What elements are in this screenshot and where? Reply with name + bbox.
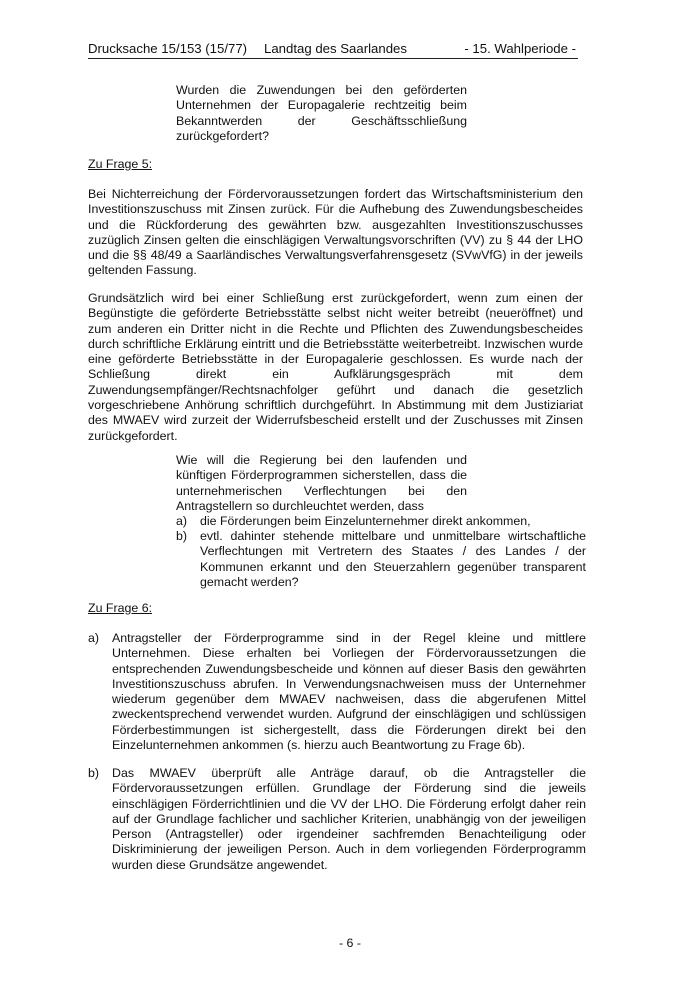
list-marker: b): [176, 529, 188, 543]
answer-6-item-b: [88, 766, 586, 874]
document-number: Drucksache 15/153 (15/77): [88, 41, 248, 56]
answer-6-item-a: [88, 631, 586, 755]
parliament-name: Landtag des Saarlandes: [264, 41, 407, 56]
question-6-item-a: [176, 514, 586, 530]
question-6-item-b: [176, 529, 586, 591]
list-marker: b): [88, 766, 100, 780]
answer-5-paragraph: Bei Nichterreichung der Fördervoraussetzungen fordert das Wirtschaftsministerium den Investitionszuschuss mit Zinsen zurück. Für die Aufhebung des Zuwendungsbescheides und die Rückforderung des gewährten bzw. ausgezahlten Investitionszuschusses zuzüglich Zinsen gelten die einschlägigen Verwaltungsvorschriften (VV) zu § 44 der LHO und die §§ 48/49 a Saarländisches Verwaltungsverfahrensgesetz (SVwVfG) in der jeweils geltenden Fassung.: [88, 187, 583, 278]
header-rule: [88, 58, 578, 59]
page-number: - 6 -: [338, 936, 362, 950]
list-marker: a): [176, 514, 188, 528]
legislative-period: - 15. Wahlperiode -: [464, 41, 576, 56]
list-marker: a): [88, 631, 100, 645]
list-item-text: die Förderungen beim Einzelunternehmer direkt ankommen,: [200, 514, 531, 528]
list-item-text: evtl. dahinter stehende mittelbare und unmittelbare wirtschaftliche Verflechtungen mit Vertretern des Staates / des Landes / der Kommunen erkannt und den Steuerzahlern gegenüber transparent gemacht werden?: [200, 529, 586, 589]
list-item-text: Antragsteller der Förderprogramme sind in der Regel kleine und mittlere Unternehmen. Diese erhalten bei Vorliegen der Fördervoraussetzungen die entsprechenden Zuwendungsbescheide und können auf dieser Basis den gewährten Investitionszuschuss abrufen. In Verwendungsnachweisen muss der Unternehmer wiederum gegenüber dem MWAEV nachweisen, dass die abgerufenen Mittel zweckentsprechend verwendet wurden. Aufgrund der einschlägigen und schlüssigen Förderbestimmungen ist sichergestellt, dass die Förderungen direkt bei den Einzelunternehmen ankommen (s. hierzu auch Beantwortung zu Frage 6b).: [112, 631, 586, 753]
list-item-text: Das MWAEV überprüft alle Anträge darauf, ob die Antragsteller die Fördervoraussetzungen erfüllen. Grundlage der Förderung sind die jeweils einschlägigen Förderrichtlinien und die VV der LHO. Die Förderung erfolgt daher rein auf der Grundlage fachlicher und sachlicher Kriterien, unabhängig von der jeweiligen Person (Antragsteller) oder irgendeiner sachfremden Benachteiligung oder Diskriminierung der jeweiligen Person. Auch in dem vorliegenden Förderprogramm wurden diese Grundsätze angewendet.: [112, 766, 586, 872]
answer-5-paragraph: Grundsätzlich wird bei einer Schließung erst zurückgefordert, wenn zum einen der Begünstigte die geförderte Betriebsstätte selbst nicht weiter betreibt (neueröffnet) und zum anderen ein Dritter nicht in die Rechte und Pflichten des Zuwendungsbescheides durch schriftliche Erklärung eintritt und die Betriebsstätte weiterbetreibt. Inzwischen wurde eine geförderte Betriebsstätte in der Europagalerie geschlossen. Es wurde nach der Schließung direkt ein Aufklärungsgespräch mit dem Zuwendungsempfänger/Rechtsnachfolger geführt und danach die gesetzlich vorgeschriebene Anhörung schriftlich durchgeführt. In Abstimmung mit dem Justiziariat des MWAEV wird zurzeit der Widerrufsbescheid erstellt und der Zuschusses mit Zinsen zurückgefordert.: [88, 291, 583, 443]
answer-6-heading: Zu Frage 6:: [88, 601, 153, 615]
answer-5-heading: Zu Frage 5:: [88, 157, 153, 171]
question-6-intro: Wie will die Regierung bei den laufenden und künftigen Förderprogrammen sicherstellen, dass die unternehmerischen Verflechtungen bei den Antragstellern so durchleuchtet werden, dass: [176, 453, 467, 513]
question-5-text: Wurden die Zuwendungen bei den geförderten Unternehmen der Europagalerie rechtzeitig beim Bekanntwerden der Geschäftsschließung zurückgefordert?: [176, 83, 467, 143]
